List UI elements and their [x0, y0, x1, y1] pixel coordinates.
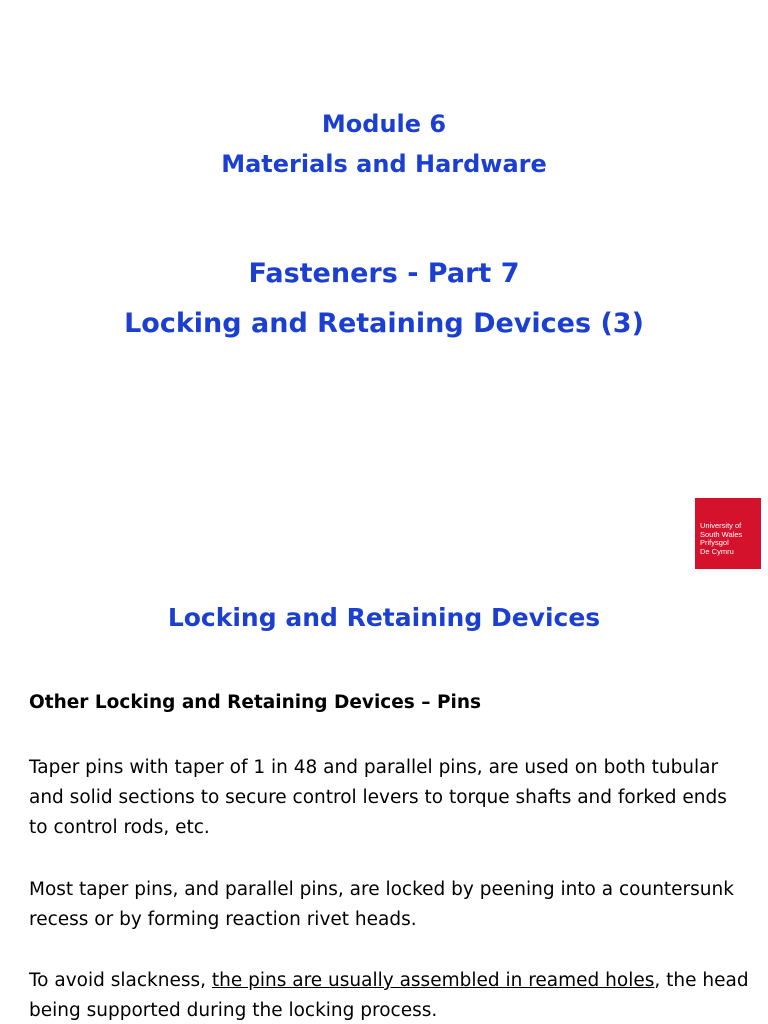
- paragraph-taper-pins: Taper pins with taper of 1 in 48 and parallel pins, are used on both tubular and solid sections to secure control levers to torque shafts and forked ends to control rods, etc.: [29, 757, 727, 838]
- paragraph-text: , the head being supported during the locking process.: [29, 970, 749, 1021]
- logo-text-line: De Cymru: [700, 546, 734, 556]
- logo-text-line: Prifysgol: [700, 538, 729, 547]
- subtopic-title: Locking and Retaining Devices (3): [124, 308, 644, 339]
- module-title: Module 6: [321, 110, 447, 138]
- topic-title: Fasteners - Part 7: [248, 258, 520, 289]
- paragraph-slackness: [29, 966, 749, 1024]
- logo-text-line: University of: [700, 521, 742, 530]
- university-logo: [695, 498, 761, 569]
- logo-text-line: South Wales: [700, 529, 743, 539]
- section-subheading: Other Locking and Retaining Devices – Pins: [29, 692, 482, 713]
- paragraph-locking-method: Most taper pins, and parallel pins, are locked by peening into a countersunk recess or by forming reaction rivet heads.: [29, 879, 734, 930]
- subject-title: Materials and Hardware: [221, 150, 547, 178]
- paragraph-text: To avoid slackness,: [29, 970, 212, 991]
- content-slide: [0, 576, 768, 1024]
- underlined-text: the pins are usually assembled in reamed holes: [211, 970, 655, 991]
- slide-title: Locking and Retaining Devices: [167, 603, 601, 632]
